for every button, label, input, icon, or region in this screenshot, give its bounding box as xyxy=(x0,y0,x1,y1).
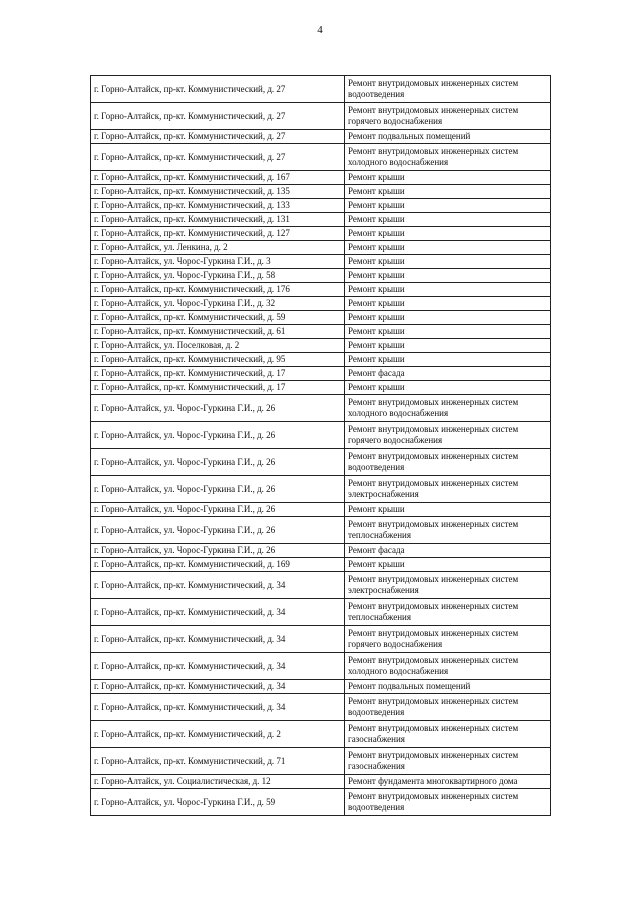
work-type-cell: Ремонт внутридомовых инженерных систем горячего водоснабжения xyxy=(345,422,551,449)
address-cell: г. Горно-Алтайск, ул. Ленкина, д. 2 xyxy=(91,241,345,255)
work-type-cell: Ремонт внутридомовых инженерных систем горячего водоснабжения xyxy=(345,103,551,130)
address-cell: г. Горно-Алтайск, пр-кт. Коммунистический, д. 127 xyxy=(91,227,345,241)
work-type-cell: Ремонт внутридомовых инженерных систем холодного водоснабжения xyxy=(345,395,551,422)
address-cell: г. Горно-Алтайск, ул. Чорос-Гуркина Г.И., д. 26 xyxy=(91,395,345,422)
work-type-cell: Ремонт внутридомовых инженерных систем теплоснабжения xyxy=(345,517,551,544)
table-row xyxy=(91,311,551,325)
address-cell: г. Горно-Алтайск, пр-кт. Коммунистический, д. 34 xyxy=(91,599,345,626)
address-cell: г. Горно-Алтайск, пр-кт. Коммунистический, д. 34 xyxy=(91,653,345,680)
address-cell: г. Горно-Алтайск, ул. Поселковая, д. 2 xyxy=(91,339,345,353)
table-row xyxy=(91,367,551,381)
work-type-cell: Ремонт внутридомовых инженерных систем водоотведения xyxy=(345,76,551,103)
work-type-cell: Ремонт внутридомовых инженерных систем холодного водоснабжения xyxy=(345,653,551,680)
work-type-cell: Ремонт крыши xyxy=(345,339,551,353)
address-cell: г. Горно-Алтайск, пр-кт. Коммунистический, д. 27 xyxy=(91,130,345,144)
table-row xyxy=(91,339,551,353)
work-type-cell: Ремонт крыши xyxy=(345,283,551,297)
work-type-cell: Ремонт фасада xyxy=(345,544,551,558)
address-cell: г. Горно-Алтайск, пр-кт. Коммунистический, д. 61 xyxy=(91,325,345,339)
address-cell: г. Горно-Алтайск, пр-кт. Коммунистический, д. 27 xyxy=(91,103,345,130)
table-body xyxy=(91,76,551,816)
work-type-cell: Ремонт внутридомовых инженерных систем газоснабжения xyxy=(345,748,551,775)
work-type-cell: Ремонт внутридомовых инженерных систем водоотведения xyxy=(345,694,551,721)
page-number: 4 xyxy=(317,24,323,36)
table-row xyxy=(91,171,551,185)
table-row xyxy=(91,241,551,255)
address-cell: г. Горно-Алтайск, ул. Чорос-Гуркина Г.И., д. 26 xyxy=(91,422,345,449)
address-cell: г. Горно-Алтайск, пр-кт. Коммунистический, д. 27 xyxy=(91,144,345,171)
table-row xyxy=(91,694,551,721)
work-type-cell: Ремонт внутридомовых инженерных систем электроснабжения xyxy=(345,572,551,599)
table-row xyxy=(91,144,551,171)
work-type-cell: Ремонт крыши xyxy=(345,213,551,227)
work-type-cell: Ремонт крыши xyxy=(345,171,551,185)
address-cell: г. Горно-Алтайск, пр-кт. Коммунистический, д. 34 xyxy=(91,680,345,694)
address-cell: г. Горно-Алтайск, пр-кт. Коммунистический, д. 133 xyxy=(91,199,345,213)
address-cell: г. Горно-Алтайск, ул. Чорос-Гуркина Г.И., д. 26 xyxy=(91,517,345,544)
work-type-cell: Ремонт крыши xyxy=(345,311,551,325)
work-type-cell: Ремонт внутридомовых инженерных систем электроснабжения xyxy=(345,476,551,503)
table-row xyxy=(91,476,551,503)
table-row xyxy=(91,599,551,626)
repair-works-table xyxy=(90,75,551,816)
address-cell: г. Горно-Алтайск, пр-кт. Коммунистический, д. 17 xyxy=(91,381,345,395)
table-row xyxy=(91,103,551,130)
table-row xyxy=(91,269,551,283)
address-cell: г. Горно-Алтайск, ул. Чорос-Гуркина Г.И., д. 58 xyxy=(91,269,345,283)
address-cell: г. Горно-Алтайск, пр-кт. Коммунистический, д. 176 xyxy=(91,283,345,297)
table-row xyxy=(91,213,551,227)
address-cell: г. Горно-Алтайск, пр-кт. Коммунистический, д. 131 xyxy=(91,213,345,227)
table-row xyxy=(91,449,551,476)
work-type-cell: Ремонт крыши xyxy=(345,297,551,311)
work-type-cell: Ремонт крыши xyxy=(345,503,551,517)
work-type-cell: Ремонт крыши xyxy=(345,255,551,269)
work-type-cell: Ремонт внутридомовых инженерных систем водоотведения xyxy=(345,449,551,476)
work-type-cell: Ремонт крыши xyxy=(345,325,551,339)
table-row xyxy=(91,748,551,775)
address-cell: г. Горно-Алтайск, ул. Чорос-Гуркина Г.И., д. 26 xyxy=(91,476,345,503)
address-cell: г. Горно-Алтайск, ул. Чорос-Гуркина Г.И., д. 26 xyxy=(91,449,345,476)
table-row xyxy=(91,283,551,297)
address-cell: г. Горно-Алтайск, пр-кт. Коммунистический, д. 34 xyxy=(91,626,345,653)
address-cell: г. Горно-Алтайск, пр-кт. Коммунистический, д. 71 xyxy=(91,748,345,775)
work-type-cell: Ремонт крыши xyxy=(345,558,551,572)
table-row xyxy=(91,517,551,544)
table-row xyxy=(91,297,551,311)
address-cell: г. Горно-Алтайск, пр-кт. Коммунистический, д. 167 xyxy=(91,171,345,185)
address-cell: г. Горно-Алтайск, пр-кт. Коммунистический, д. 2 xyxy=(91,721,345,748)
table-row xyxy=(91,227,551,241)
work-type-cell: Ремонт подвальных помещений xyxy=(345,680,551,694)
table-row xyxy=(91,558,551,572)
table-row xyxy=(91,572,551,599)
table-row xyxy=(91,325,551,339)
work-type-cell: Ремонт крыши xyxy=(345,269,551,283)
address-cell: г. Горно-Алтайск, пр-кт. Коммунистический, д. 95 xyxy=(91,353,345,367)
work-type-cell: Ремонт внутридомовых инженерных систем теплоснабжения xyxy=(345,599,551,626)
address-cell: г. Горно-Алтайск, пр-кт. Коммунистический, д. 34 xyxy=(91,694,345,721)
work-type-cell: Ремонт крыши xyxy=(345,381,551,395)
table-row xyxy=(91,130,551,144)
table-row xyxy=(91,395,551,422)
address-cell: г. Горно-Алтайск, ул. Чорос-Гуркина Г.И., д. 3 xyxy=(91,255,345,269)
work-type-cell: Ремонт фундамента многоквартирного дома xyxy=(345,775,551,789)
table-row xyxy=(91,185,551,199)
work-type-cell: Ремонт крыши xyxy=(345,185,551,199)
work-type-cell: Ремонт подвальных помещений xyxy=(345,130,551,144)
address-cell: г. Горно-Алтайск, пр-кт. Коммунистический, д. 17 xyxy=(91,367,345,381)
table-row xyxy=(91,544,551,558)
work-type-cell: Ремонт внутридомовых инженерных систем газоснабжения xyxy=(345,721,551,748)
address-cell: г. Горно-Алтайск, пр-кт. Коммунистический, д. 34 xyxy=(91,572,345,599)
work-type-cell: Ремонт крыши xyxy=(345,199,551,213)
address-cell: г. Горно-Алтайск, ул. Чорос-Гуркина Г.И., д. 59 xyxy=(91,789,345,816)
table-row xyxy=(91,775,551,789)
work-type-cell: Ремонт внутридомовых инженерных систем горячего водоснабжения xyxy=(345,626,551,653)
table-row xyxy=(91,789,551,816)
work-type-cell: Ремонт фасада xyxy=(345,367,551,381)
address-cell: г. Горно-Алтайск, пр-кт. Коммунистический, д. 169 xyxy=(91,558,345,572)
table-row xyxy=(91,422,551,449)
table-row xyxy=(91,721,551,748)
work-type-cell: Ремонт крыши xyxy=(345,353,551,367)
address-cell: г. Горно-Алтайск, пр-кт. Коммунистический, д. 59 xyxy=(91,311,345,325)
work-type-cell: Ремонт крыши xyxy=(345,241,551,255)
table-row xyxy=(91,626,551,653)
address-cell: г. Горно-Алтайск, ул. Чорос-Гуркина Г.И., д. 32 xyxy=(91,297,345,311)
address-cell: г. Горно-Алтайск, пр-кт. Коммунистический, д. 135 xyxy=(91,185,345,199)
table-row xyxy=(91,76,551,103)
table-row xyxy=(91,653,551,680)
table-row xyxy=(91,503,551,517)
work-type-cell: Ремонт крыши xyxy=(345,227,551,241)
address-cell: г. Горно-Алтайск, ул. Чорос-Гуркина Г.И., д. 26 xyxy=(91,503,345,517)
address-cell: г. Горно-Алтайск, пр-кт. Коммунистический, д. 27 xyxy=(91,76,345,103)
work-type-cell: Ремонт внутридомовых инженерных систем водоотведения xyxy=(345,789,551,816)
table-row xyxy=(91,255,551,269)
table-row xyxy=(91,381,551,395)
table-row xyxy=(91,680,551,694)
work-type-cell: Ремонт внутридомовых инженерных систем холодного водоснабжения xyxy=(345,144,551,171)
table-row xyxy=(91,353,551,367)
address-cell: г. Горно-Алтайск, ул. Чорос-Гуркина Г.И., д. 26 xyxy=(91,544,345,558)
address-cell: г. Горно-Алтайск, ул. Социалистическая, д. 12 xyxy=(91,775,345,789)
table-row xyxy=(91,199,551,213)
